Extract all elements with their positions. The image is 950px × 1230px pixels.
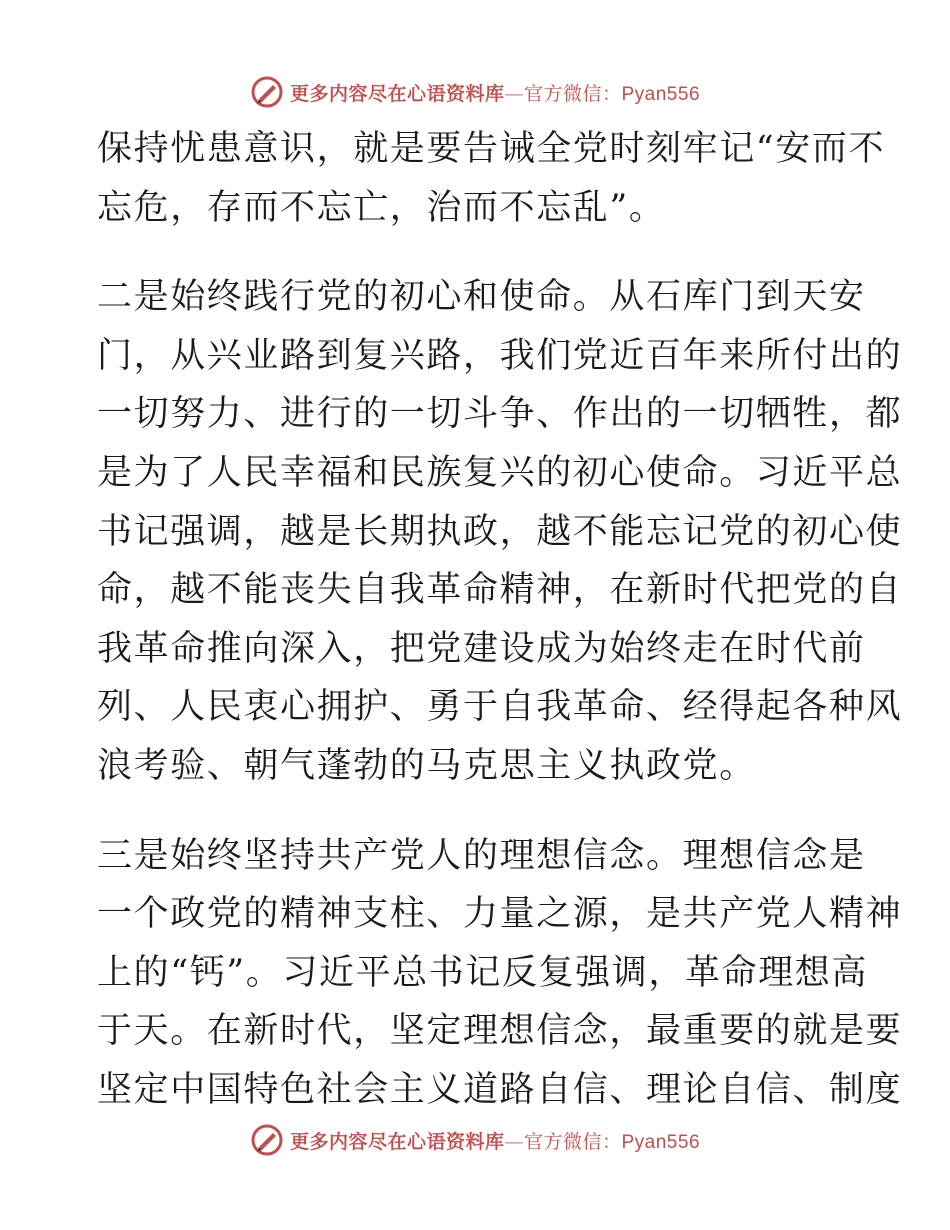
paragraph-1: [97, 120, 886, 237]
text-line: 忘危，存而不忘亡，治而不忘乱”。: [97, 187, 666, 228]
watermark-wechat-id: Pyan556: [621, 83, 701, 105]
text-line: 于天。在新时代，坚定理想信念，最重要的就是要: [97, 1011, 903, 1052]
text-line: 保持忧患意识，就是要告诫全党时刻牢记“安而不: [97, 129, 886, 169]
text-line: 书记强调，越是长期执政，越不能忘记党的初心使: [97, 511, 903, 552]
watermark-wechat-label: 官方微信：: [523, 82, 622, 105]
text-line: 浪考验、朝气蓬勃的马克思主义执政党。: [97, 745, 756, 786]
text-line: 上的“钙”。习近平总书记反复强调，革命理想高: [97, 952, 868, 993]
text-line: 一切努力、进行的一切斗争、作出的一切牺牲，都: [97, 394, 903, 435]
text-line: 坚定中国特色社会主义道路自信、理论自信、制度: [97, 1069, 903, 1110]
watermark-separator: —: [504, 82, 524, 105]
watermark-separator: —: [504, 1130, 524, 1153]
text-line: 门，从兴业路到复兴路，我们党近百年来所付出的: [97, 335, 903, 376]
watermark-brand: 更多内容尽在心语资料库: [289, 1130, 505, 1153]
watermark-wechat-label: 官方微信：: [523, 1130, 622, 1153]
document-body: [97, 120, 903, 1120]
text-line: 我革命推向深入，把党建设成为始终走在时代前: [97, 628, 866, 669]
paragraph-3: [97, 827, 903, 1120]
paragraph-2: [97, 268, 903, 795]
text-line: 列、人民衷心拥护、勇于自我革命、经得起各种风: [97, 687, 903, 728]
header-watermark: [0, 72, 950, 112]
pen-logo-icon: [250, 1123, 284, 1157]
footer-watermark: [0, 1120, 950, 1160]
watermark-text: [290, 1127, 700, 1154]
pen-logo-icon: [250, 75, 284, 109]
text-line: 命，越不能丧失自我革命精神，在新时代把党的自: [97, 570, 903, 611]
text-line: 三是始终坚持共产党人的理想信念。理想信念是: [97, 835, 866, 876]
text-line: 二是始终践行党的初心和使命。从石库门到天安: [97, 277, 866, 318]
text-line: 是为了人民幸福和民族复兴的初心使命。习近平总: [97, 452, 903, 493]
text-line: 一个政党的精神支柱、力量之源，是共产党人精神: [97, 894, 903, 935]
watermark-wechat-id: Pyan556: [621, 1131, 701, 1153]
watermark-text: [290, 79, 700, 106]
watermark-brand: 更多内容尽在心语资料库: [289, 82, 505, 105]
